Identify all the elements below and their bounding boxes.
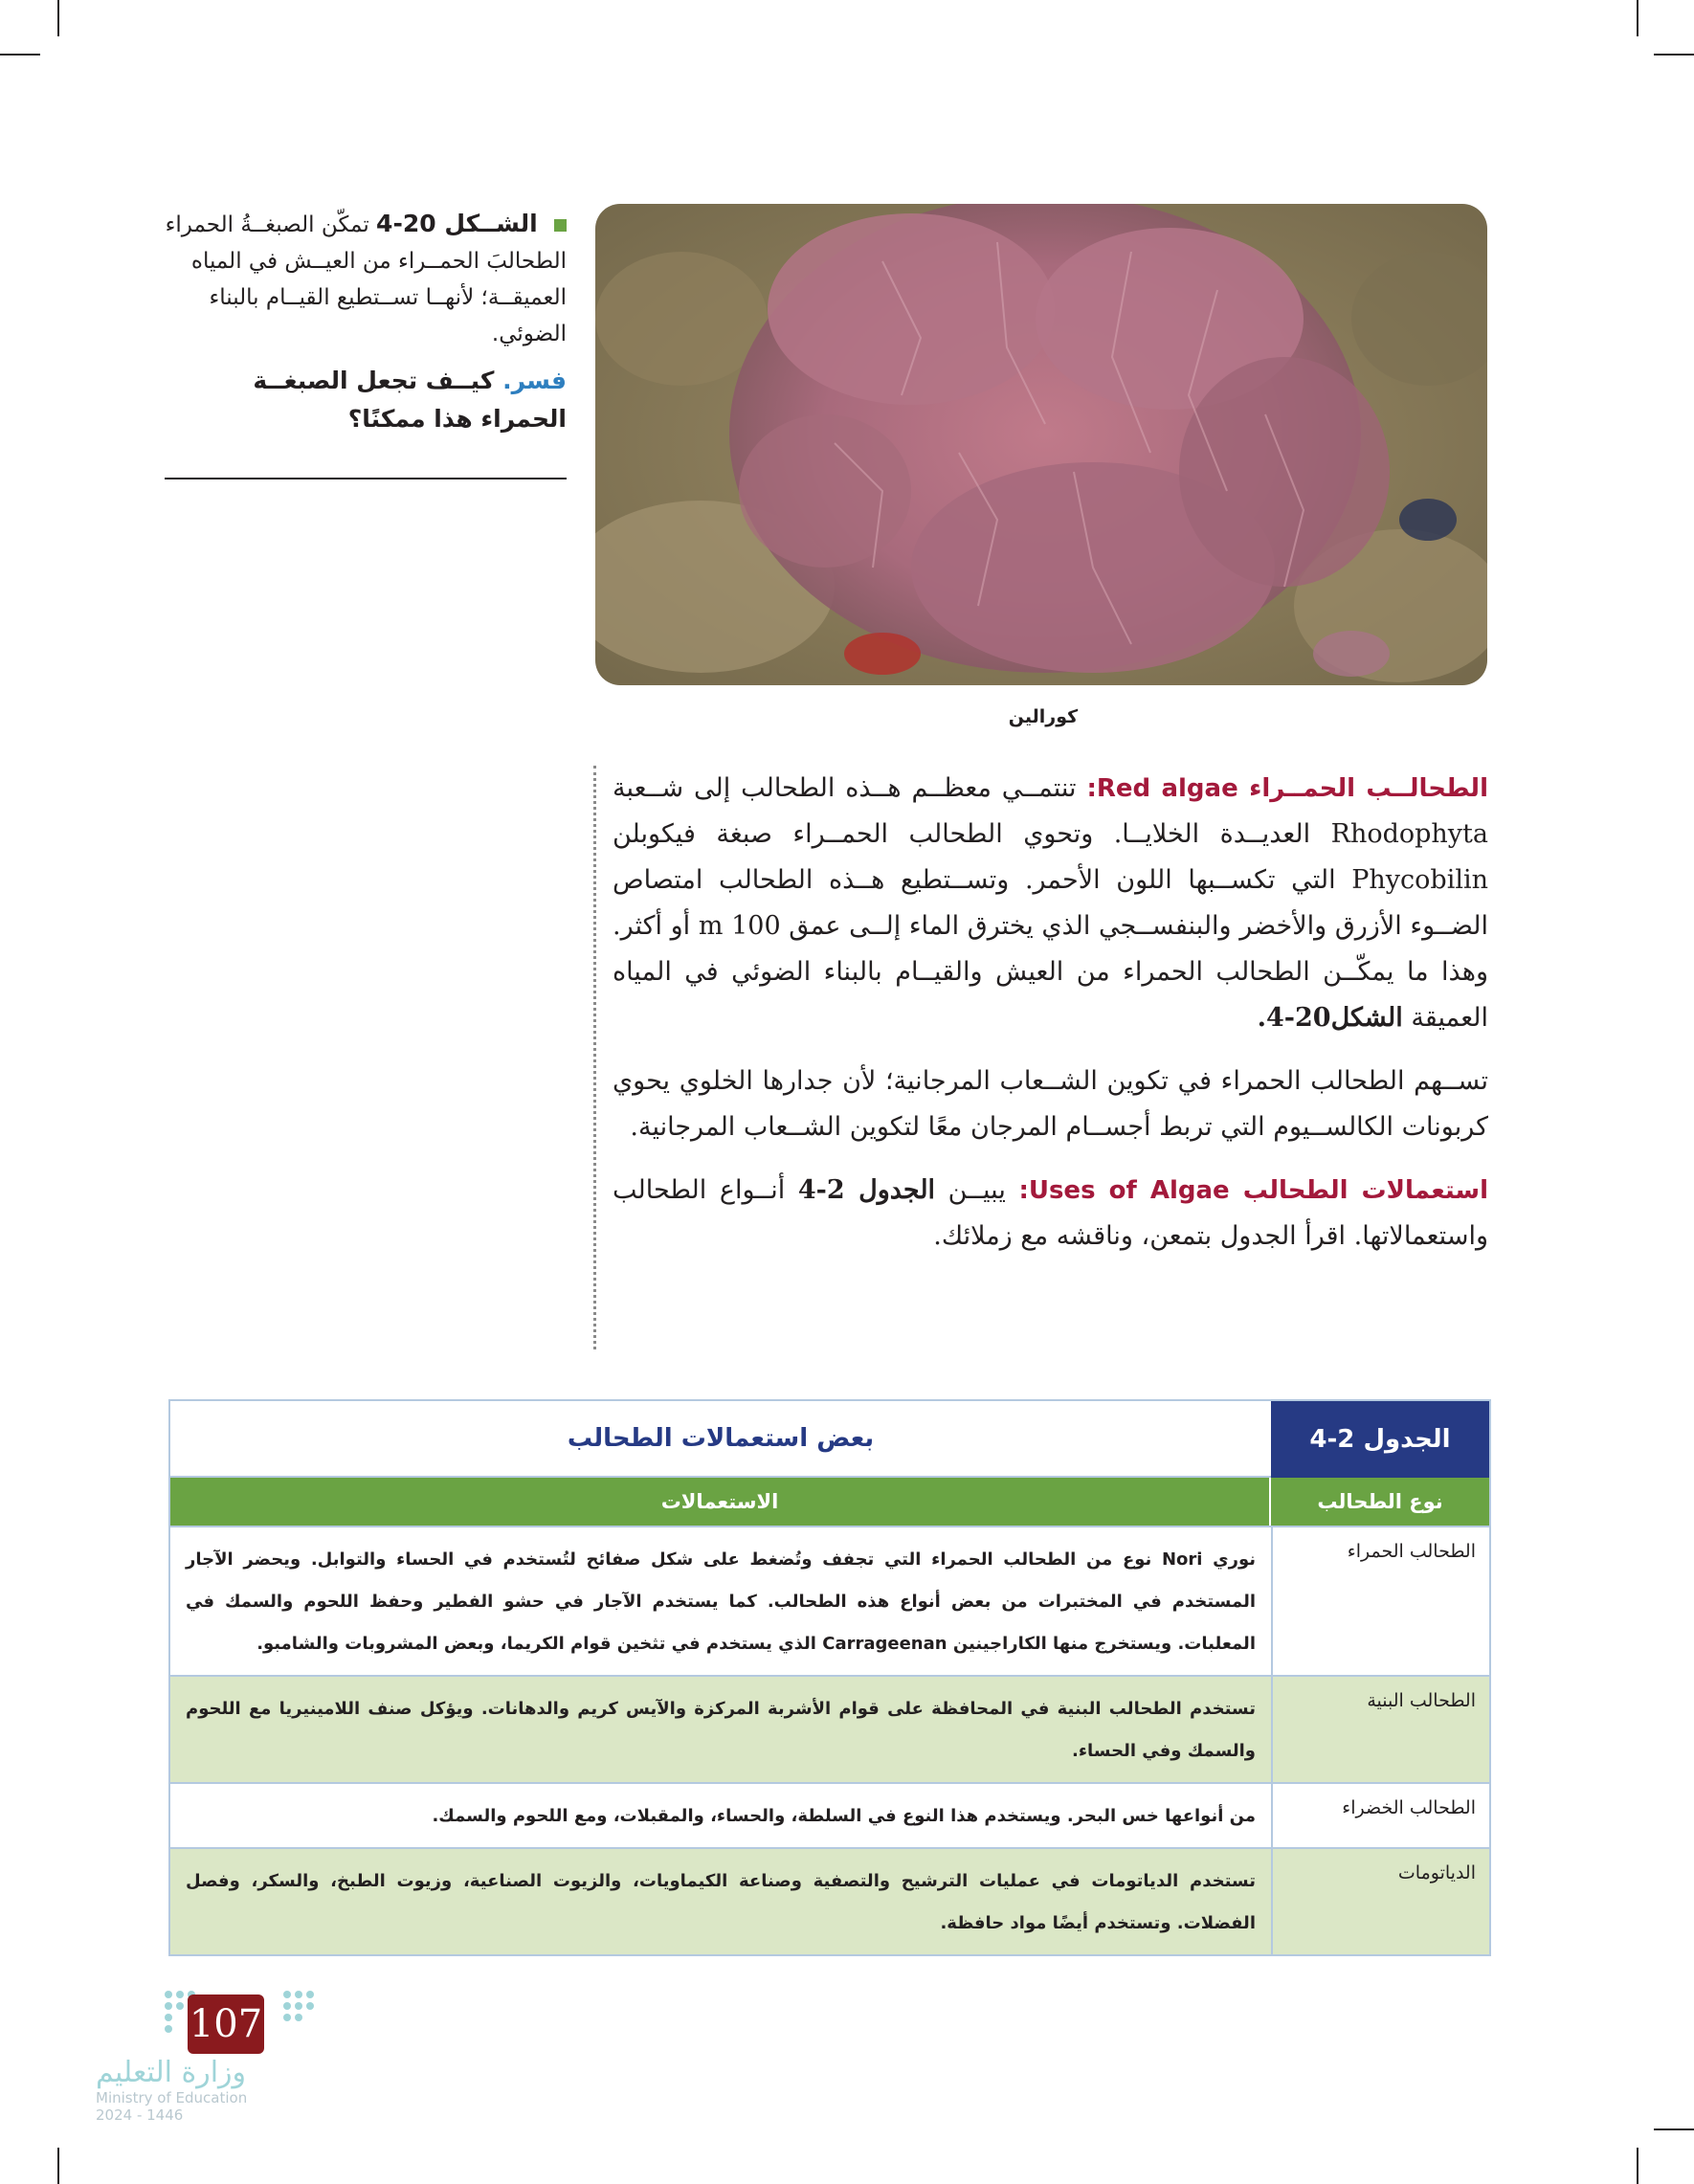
column-header-type: نوع الطحالب <box>1269 1478 1489 1526</box>
green-bullet-icon <box>554 219 567 232</box>
table-title: بعض استعمالات الطحالب <box>170 1401 1271 1478</box>
row-uses: من أنواعها خس البحر. ويستخدم هذا النوع في السلطة، والحساء، والمقبلات، ومع اللحوم والسمك. <box>432 1806 1256 1826</box>
crop-mark-top-left <box>57 0 59 36</box>
table-reference: الجدول 2-4 <box>797 1175 936 1205</box>
paragraph-red-algae <box>613 766 1488 1041</box>
page-number: 107 <box>188 1995 264 2054</box>
ministry-logo <box>96 2056 287 2124</box>
paragraph-uses <box>613 1168 1488 1259</box>
figure-caption <box>165 206 567 438</box>
caption-divider <box>165 478 567 479</box>
table-number-badge: الجدول 2-4 <box>1271 1401 1489 1478</box>
figure-number: الشــكل 20-4 <box>376 210 538 237</box>
column-header-uses: الاستعمالات <box>660 1490 779 1513</box>
table-row <box>170 1782 1489 1847</box>
uses-text-before: يبيــن <box>947 1175 1006 1205</box>
figure-reference: الشكل20-4. <box>1257 1003 1403 1033</box>
figure-question <box>165 362 567 438</box>
row-uses: نوري Nori نوع من الطحالب الحمراء التي تجفف وتُضغط على شكل صفائح لتُستخدم في الحساء والتوابل. ويحضر الآجار المستخدم في المختبرات من بعض أنواع هذه الطحالب. كما يستخدم الآجار في حشو الفطير وحفظ اللحوم والسمك في المعلبات. ويستخرج منها الكاراجينين Carrageenan الذي يستخدم في تثخين قوام الكريما، وبعض المشروبات والشامبو. <box>186 1549 1257 1654</box>
row-type: الدياتومات <box>1271 1849 1489 1954</box>
row-type: الطحالب الخضراء <box>1271 1784 1489 1847</box>
table-row <box>170 1526 1489 1675</box>
photo-label: كورالين <box>1008 706 1079 727</box>
coralline-algae-photo <box>595 204 1487 685</box>
row-uses: تستخدم الطحالب البنية في المحافظة على قوام الأشربة المركزة والآيس كريم والدهانات. ويؤكل صنف اللامينيريا مع اللحوم والسمك وفي الحساء. <box>186 1699 1256 1761</box>
paragraph-coral-reefs: تســهم الطحالب الحمراء في تكوين الشــعاب المرجانية؛ لأن جدارها الخلوي يحوي كربونات الكالســيوم التي تربط أجســام المرجان معًا لتكوين الشــعاب المرجانية. <box>613 1066 1488 1142</box>
row-type: الطحالب الحمراء <box>1271 1527 1489 1675</box>
red-algae-text: تنتمــي معظــم هــذه الطحالب إلى شــعبة Rhodophyta العديــدة الخلايــا. وتحوي الطحالب الحمــراء صبغة فيكوبلن Phycobilin التي تكســبها اللون الأحمر. وتســتطيع هــذه الطحالب امتصاص الضــوء الأزرق والأخضر والبنفســجي الذي يخترق الماء إلــى عمق 100 m أو أكثر. وهذا ما يمكّــن الطحالب الحمراء من العيش والقيــام بالبناء الضوئي في المياه العميقة <box>613 773 1488 1033</box>
uses-heading: استعمالات الطحالب Uses of Algae: <box>1018 1176 1489 1205</box>
crop-mark-top-left-h <box>0 54 40 56</box>
table-title-row <box>170 1401 1489 1478</box>
table-row <box>170 1675 1489 1782</box>
crop-mark-bottom-left <box>57 2148 59 2184</box>
algae-uses-table <box>168 1399 1491 1956</box>
dotted-column-rule <box>593 766 596 1349</box>
table-header-row <box>170 1478 1489 1526</box>
ministry-name-en: Ministry of Education <box>96 2089 248 2106</box>
ministry-name-ar: وزارة التعليم <box>96 2056 247 2089</box>
row-type: الطحالب البنية <box>1271 1677 1489 1782</box>
uses-text-after: أنــواع الطحالب واستعمالاتها. اقرأ الجدول بتمعن، وناقشه مع زملائك. <box>613 1175 1488 1251</box>
red-algae-heading: الطحالــب الحمــراء Red algae: <box>1086 774 1488 803</box>
table-row <box>170 1847 1489 1954</box>
figure-caption-text: تمكّن الصبغــةُ الحمراء الطحالبَ الحمــراء من العيــش في المياه العميقــة؛ لأنهــا تســتطيع القيــام بالبناء الضوئي. <box>165 212 567 346</box>
body-text <box>613 766 1488 1277</box>
question-label: فسر. <box>502 367 567 394</box>
crop-mark-top-right <box>1637 0 1638 36</box>
question-text: كيــف تجعل الصبغــة الحمراء هذا ممكنًا؟ <box>253 367 567 433</box>
crop-mark-top-right-h <box>1654 54 1694 56</box>
crop-mark-bottom-right <box>1637 2148 1638 2184</box>
crop-mark-bottom-right-h <box>1654 2128 1694 2130</box>
figure-caption-text-block <box>165 206 567 352</box>
row-uses: تستخدم الدياتومات في عمليات الترشيح والتصفية وصناعة الكيماويات، والزيوت الصناعية، وزيوت الطبخ، والسكر، وفصل الفضلات. وتستخدم أيضًا مواد حافظة. <box>186 1871 1256 1933</box>
ministry-year: 2024 - 1446 <box>96 2106 184 2124</box>
